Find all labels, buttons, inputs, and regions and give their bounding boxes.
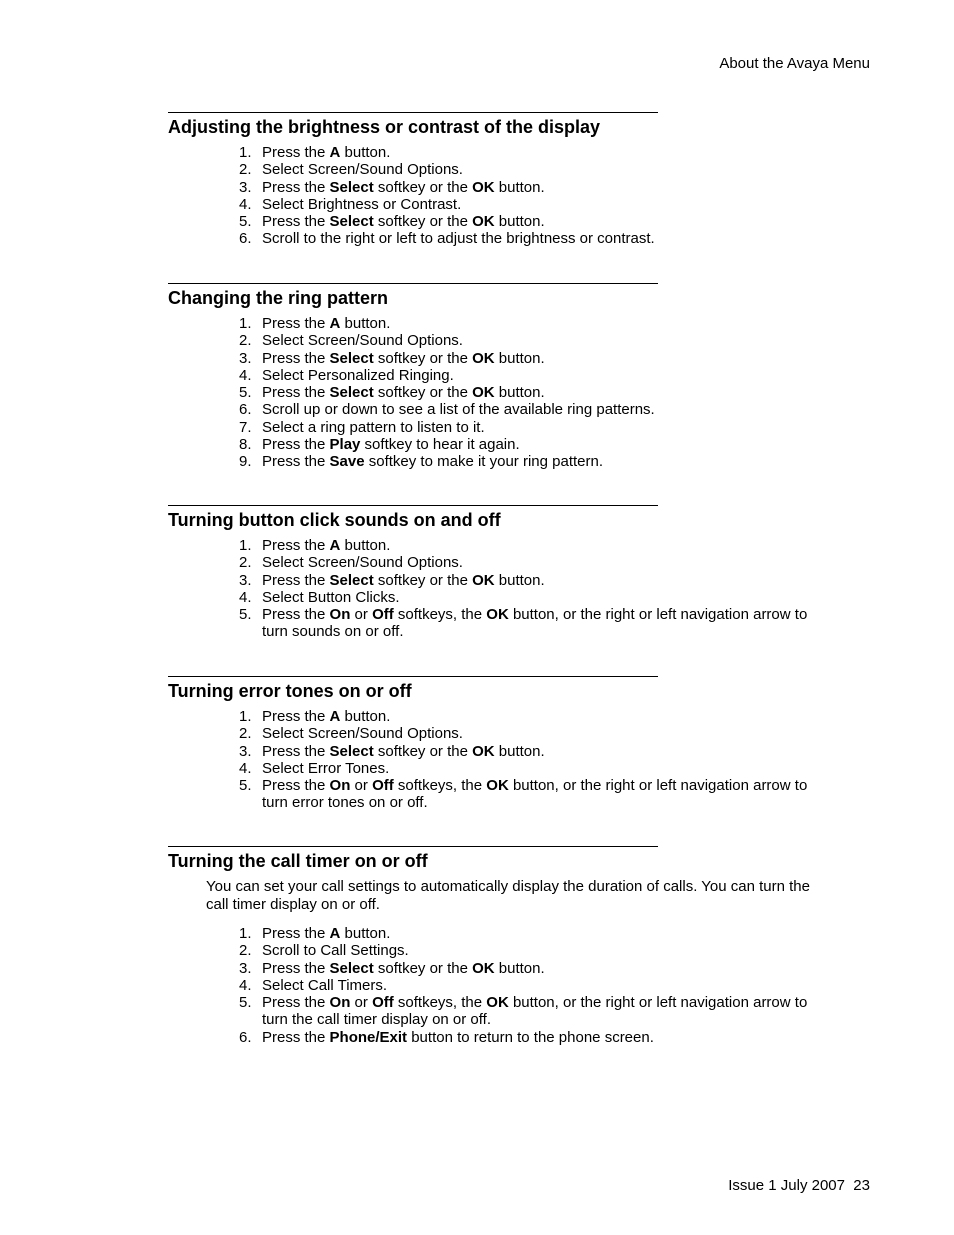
step-text-segment: button. [340,144,391,161]
step-item [168,213,828,230]
step-text-segment: Select Screen/Sound Options. [262,161,463,179]
section-error-tones [168,676,828,812]
section-rule [168,505,658,506]
step-text-segment: Select Brightness or Contrast. [262,195,462,213]
step-keyword: On [329,777,351,795]
step-text-segment: Press the [262,144,330,161]
step-number: 6. [239,401,252,419]
step-text-segment: softkey or the [373,384,473,402]
step-text-segment: Select Screen/Sound Options. [262,332,463,350]
step-text-segment: Press the [262,453,330,471]
step-text [262,419,822,436]
step-text-segment: Scroll to the right or left to adjust the brightness or contrast. [262,230,655,248]
step-item [168,743,828,760]
step-number: 3. [239,571,252,589]
step-text [262,436,822,453]
step-keyword: Off [372,777,394,795]
step-keyword: OK [486,606,509,624]
step-text-segment: button. [494,384,545,402]
step-keyword: OK [472,178,495,196]
step-item [168,606,828,641]
step-keyword: OK [472,742,495,760]
step-keyword: Phone/Exit [329,1028,408,1046]
step-text [262,977,822,994]
step-text [262,777,822,812]
section-rule [168,676,658,677]
step-item [168,777,828,812]
step-number: 7. [239,418,252,436]
step-item [168,725,828,742]
step-number: 6. [239,230,252,248]
step-list [168,144,828,248]
section-title: Turning the call timer on or off [168,851,428,871]
step-text [262,367,822,384]
step-list [168,925,828,1046]
step-text-segment: Scroll up or down to see a list of the available ring patterns. [262,401,655,419]
step-text-segment: or [350,777,373,795]
step-keyword: OK [486,994,509,1012]
step-text-segment: softkey to hear it again. [360,436,520,454]
step-number: 2. [239,725,252,743]
step-text [262,453,822,470]
step-item [168,453,828,470]
step-text-segment: softkey to make it your ring pattern. [364,453,604,471]
step-text-segment: Select Screen/Sound Options. [262,725,463,743]
section-brightness-contrast [168,112,828,248]
step-keyword: Select [329,742,374,760]
step-item [168,708,828,725]
step-text [262,230,822,247]
step-item [168,144,828,161]
step-number: 3. [239,178,252,196]
step-item [168,537,828,554]
step-item [168,589,828,606]
section-intro: You can set your call settings to automatically display the duration of calls. You can turn the call timer display on or off. [206,878,810,913]
step-item [168,960,828,977]
step-text-segment: or [350,606,373,624]
step-text [262,384,822,401]
section-title: Turning error tones on or off [168,681,412,701]
section-title: Turning button click sounds on and off [168,510,501,530]
step-item [168,367,828,384]
step-item [168,925,828,942]
step-item [168,332,828,349]
section-rule [168,846,658,847]
step-text-segment: button. [340,708,391,725]
section-rule [168,283,658,284]
step-keyword: Select [329,384,374,402]
step-text-segment: softkeys, the [393,606,487,624]
step-item [168,760,828,777]
step-keyword: Save [329,453,365,471]
step-item [168,161,828,178]
step-number: 1. [239,144,252,161]
step-text-segment: softkey or the [373,959,473,977]
step-text [262,196,822,213]
step-number: 8. [239,436,252,454]
step-text [262,760,822,777]
step-text-segment: softkey or the [373,213,473,231]
step-number: 5. [239,384,252,402]
step-text [262,401,822,418]
step-item [168,315,828,332]
step-item [168,942,828,959]
step-text [262,537,822,554]
step-keyword: Select [329,178,374,196]
step-text [262,572,822,589]
step-keyword: OK [472,959,495,977]
step-text-segment: button. [494,959,545,977]
step-list [168,537,828,641]
step-item [168,994,828,1029]
step-text-segment: softkey or the [373,349,473,367]
step-number: 1. [239,537,252,554]
step-keyword: Off [372,606,394,624]
section-ring-pattern [168,283,828,471]
step-number: 5. [239,994,252,1012]
step-text-segment: Select Call Timers. [262,976,388,994]
step-text [262,144,822,161]
step-keyword: A [329,537,341,554]
step-text-segment: Select Error Tones. [262,759,390,777]
section-call-timer [168,846,828,1046]
step-number: 5. [239,606,252,624]
step-text-segment: Select Button Clicks. [262,588,400,606]
step-number: 3. [239,349,252,367]
step-text-segment: Press the [262,708,330,725]
step-item [168,419,828,436]
step-text-segment: button, or the right or left navigation arrow to turn the call timer display on or off. [262,994,808,1029]
step-text [262,315,822,332]
step-keyword: Select [329,349,374,367]
step-text-segment: Press the [262,925,330,942]
step-text-segment: Press the [262,1028,330,1046]
step-text [262,925,822,942]
step-keyword: Select [329,213,374,231]
step-keyword: Play [329,436,361,454]
step-number: 2. [239,554,252,572]
step-keyword: OK [472,213,495,231]
step-text-segment: Select Screen/Sound Options. [262,554,463,572]
step-item [168,554,828,571]
step-text-segment: button. [494,178,545,196]
step-text [262,743,822,760]
step-item [168,1029,828,1046]
step-keyword: A [329,925,341,942]
step-number: 4. [239,366,252,384]
step-keyword: OK [472,384,495,402]
step-text-segment: Press the [262,994,330,1012]
step-item [168,196,828,213]
step-text-segment: softkeys, the [393,777,487,795]
step-keyword: OK [472,571,495,589]
step-number: 3. [239,742,252,760]
step-keyword: A [329,315,341,332]
step-text-segment: Scroll to Call Settings. [262,942,409,960]
step-text [262,332,822,349]
step-text-segment: Press the [262,213,330,231]
step-number: 4. [239,759,252,777]
step-text-segment: softkey or the [373,178,473,196]
step-number: 1. [239,315,252,332]
step-text [262,960,822,977]
page-footer: Issue 1 July 2007 23 [728,1177,870,1194]
section-title: Adjusting the brightness or contrast of the display [168,117,601,137]
step-item [168,350,828,367]
step-text-segment: softkeys, the [393,994,487,1012]
step-text-segment: softkey or the [373,571,473,589]
step-text-segment: Press the [262,606,330,624]
step-text-segment: Press the [262,959,330,977]
step-item [168,572,828,589]
step-text-segment: Press the [262,436,330,454]
step-text-segment: softkey or the [373,742,473,760]
step-text [262,213,822,230]
step-text-segment: Select Personalized Ringing. [262,366,454,384]
running-header: About the Avaya Menu [719,55,870,72]
section-button-clicks [168,505,828,641]
step-text [262,589,822,606]
step-text-segment: Press the [262,349,330,367]
step-text-segment: button. [494,213,545,231]
step-text-segment: Press the [262,537,330,554]
step-text-segment: or [350,994,373,1012]
step-text-segment: button. [340,537,391,554]
step-keyword: On [329,606,351,624]
step-number: 9. [239,453,252,471]
step-text-segment: Press the [262,777,330,795]
step-number: 2. [239,942,252,960]
section-title: Changing the ring pattern [168,288,388,308]
step-keyword: On [329,994,351,1012]
step-text-segment: Press the [262,571,330,589]
step-item [168,179,828,196]
step-item [168,230,828,247]
step-keyword: OK [486,777,509,795]
step-number: 4. [239,588,252,606]
step-text [262,554,822,571]
section-rule [168,112,658,113]
step-text-segment: button. [494,571,545,589]
step-text-segment: Press the [262,315,330,332]
step-text [262,725,822,742]
step-number: 2. [239,332,252,350]
step-text-segment: button. [340,315,391,332]
step-text [262,708,822,725]
step-keyword: Select [329,959,374,977]
step-text-segment: Press the [262,742,330,760]
step-keyword: OK [472,349,495,367]
step-item [168,401,828,418]
step-number: 4. [239,976,252,994]
step-text-segment: Press the [262,384,330,402]
step-text [262,1029,822,1046]
step-text-segment: button, or the right or left navigation arrow to turn sounds on or off. [262,606,808,641]
step-item [168,436,828,453]
step-number: 2. [239,161,252,179]
step-number: 6. [239,1028,252,1046]
step-number: 4. [239,195,252,213]
step-text-segment: button. [340,925,391,942]
step-item [168,384,828,401]
step-list [168,708,828,812]
step-keyword: A [329,708,341,725]
step-text-segment: button, or the right or left navigation arrow to turn error tones on or off. [262,777,808,812]
step-item [168,977,828,994]
step-text-segment: Press the [262,178,330,196]
step-number: 1. [239,708,252,725]
step-list [168,315,828,471]
step-keyword: Off [372,994,394,1012]
step-text [262,942,822,959]
step-number: 5. [239,777,252,795]
step-number: 3. [239,959,252,977]
step-text [262,161,822,178]
step-text-segment: Select a ring pattern to listen to it. [262,418,485,436]
step-text [262,179,822,196]
step-text [262,606,822,641]
step-keyword: A [329,144,341,161]
step-number: 1. [239,925,252,942]
step-text-segment: button. [494,349,545,367]
step-text-segment: button to return to the phone screen. [407,1028,654,1046]
step-text-segment: button. [494,742,545,760]
step-text [262,994,822,1029]
step-text [262,350,822,367]
step-keyword: Select [329,571,374,589]
step-number: 5. [239,213,252,231]
